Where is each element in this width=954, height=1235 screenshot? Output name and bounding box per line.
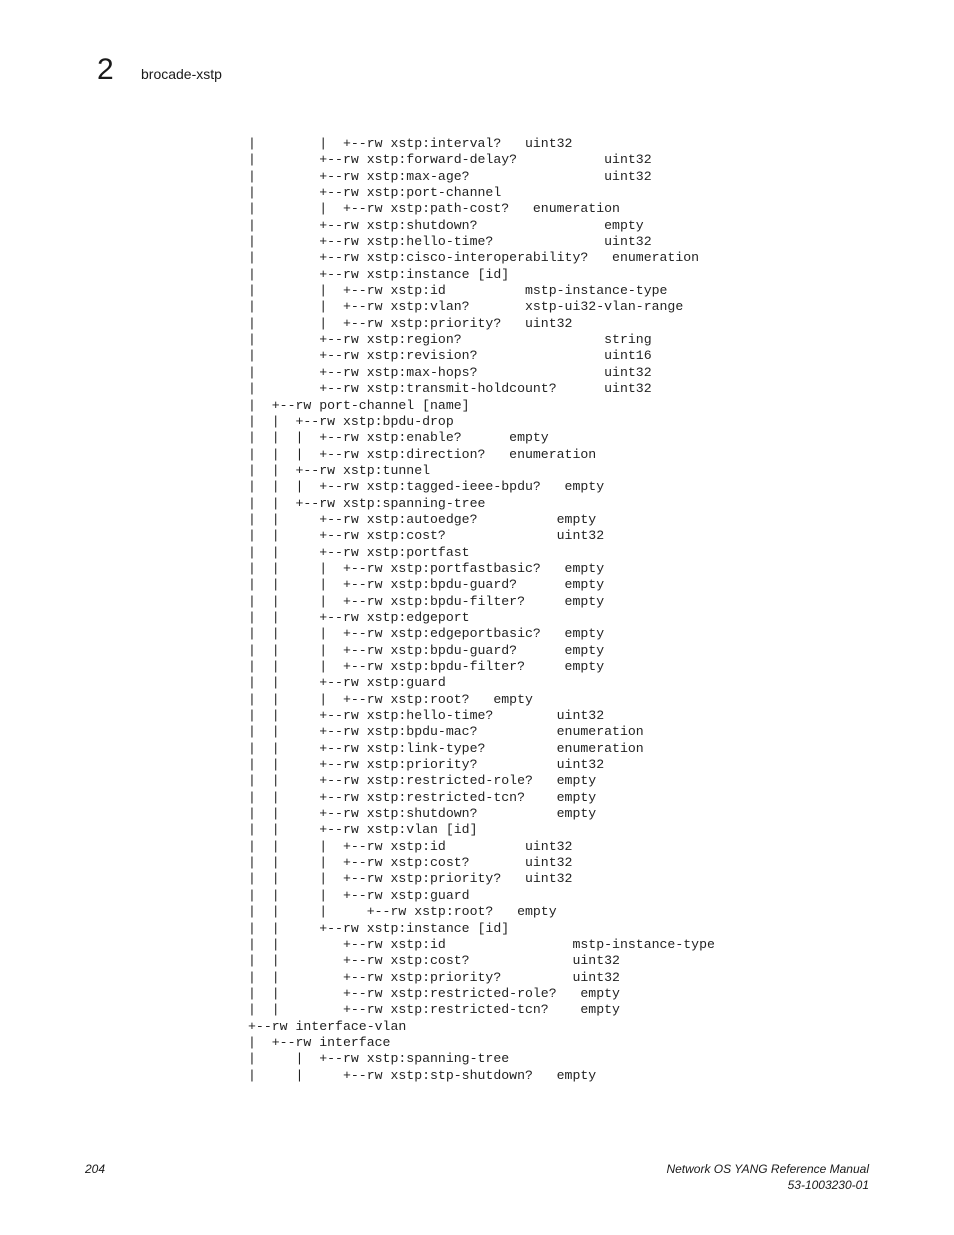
code-line: | | +--rw xstp:path-cost? enumeration	[248, 201, 620, 217]
code-line: | | | +--rw xstp:direction? enumeration	[248, 446, 597, 462]
code-line: | | | +--rw xstp:edgeportbasic? empty	[248, 626, 605, 642]
chapter-title: brocade-xstp	[141, 66, 222, 82]
code-line: | +--rw xstp:shutdown? empty	[248, 217, 644, 233]
code-line: | | +--rw xstp:instance [id]	[248, 920, 510, 936]
code-line: | | | +--rw xstp:bpdu-guard? empty	[248, 577, 605, 593]
code-line: | +--rw interface	[248, 1034, 391, 1050]
manual-title: Network OS YANG Reference Manual	[666, 1162, 869, 1176]
code-line: | | +--rw xstp:link-type? enumeration	[248, 740, 644, 756]
code-line: | +--rw xstp:region? string	[248, 332, 652, 348]
code-line: | | +--rw xstp:shutdown? empty	[248, 806, 597, 822]
code-line: | | | +--rw xstp:tagged-ieee-bpdu? empty	[248, 479, 605, 495]
code-line: | +--rw xstp:transmit-holdcount? uint32	[248, 381, 652, 397]
code-line: | | +--rw xstp:tunnel	[248, 462, 431, 478]
code-line: | | +--rw xstp:id mstp-instance-type	[248, 283, 668, 299]
code-line: | | | +--rw xstp:bpdu-guard? empty	[248, 642, 605, 658]
code-line: | | +--rw xstp:autoedge? empty	[248, 511, 597, 527]
code-line: | +--rw xstp:max-hops? uint32	[248, 364, 652, 380]
code-line: | | +--rw xstp:vlan [id]	[248, 822, 478, 838]
code-line: | | | +--rw xstp:root? empty	[248, 691, 533, 707]
code-line: | | +--rw xstp:bpdu-mac? enumeration	[248, 724, 644, 740]
code-line: | | +--rw xstp:priority? uint32	[248, 757, 605, 773]
code-line: | | +--rw xstp:edgeport	[248, 609, 470, 625]
code-line: | | +--rw xstp:hello-time? uint32	[248, 708, 605, 724]
code-line: | | | +--rw xstp:portfastbasic? empty	[248, 560, 605, 576]
code-line: | | +--rw xstp:cost? uint32	[248, 953, 620, 969]
code-line: | | +--rw xstp:vlan? xstp-ui32-vlan-range	[248, 299, 684, 315]
page-number: 204	[85, 1162, 106, 1176]
code-line: | | +--rw xstp:spanning-tree	[248, 1051, 510, 1067]
code-line: | | | +--rw xstp:enable? empty	[248, 430, 549, 446]
code-line: | | +--rw xstp:restricted-tcn? empty	[248, 1002, 620, 1018]
code-line: | +--rw xstp:max-age? uint32	[248, 168, 652, 184]
code-line: | | +--rw xstp:restricted-tcn? empty	[248, 789, 597, 805]
code-line: | +--rw xstp:port-channel	[248, 185, 502, 201]
code-line: | | | +--rw xstp:bpdu-filter? empty	[248, 593, 605, 609]
code-line: | | +--rw xstp:cost? uint32	[248, 528, 605, 544]
code-line: | | +--rw xstp:spanning-tree	[248, 495, 486, 511]
code-line: | | +--rw xstp:interval? uint32	[248, 136, 573, 151]
code-line: | | +--rw xstp:restricted-role? empty	[248, 985, 620, 1001]
code-line: | +--rw xstp:hello-time? uint32	[248, 234, 652, 250]
code-line: | +--rw xstp:forward-delay? uint32	[248, 152, 652, 168]
code-line: | +--rw xstp:cisco-interoperability? enumeration	[248, 250, 700, 266]
code-line: | | | +--rw xstp:cost? uint32	[248, 855, 573, 871]
code-line: | | | +--rw xstp:root? empty	[248, 904, 557, 920]
code-line: | | +--rw xstp:priority? uint32	[248, 315, 573, 331]
code-line: | | +--rw xstp:stp-shutdown? empty	[248, 1067, 597, 1083]
code-line: | | +--rw xstp:priority? uint32	[248, 969, 620, 985]
code-line: | +--rw xstp:revision? uint16	[248, 348, 652, 364]
footer-document-info	[666, 1161, 869, 1193]
yang-tree-code-block	[248, 136, 715, 1084]
code-line: | | +--rw xstp:bpdu-drop	[248, 413, 454, 429]
code-line: | | | +--rw xstp:guard	[248, 887, 470, 903]
document-number: 53-1003230-01	[787, 1178, 869, 1192]
code-line: | +--rw port-channel [name]	[248, 397, 470, 413]
code-line: | | +--rw xstp:portfast	[248, 544, 470, 560]
code-line: +--rw interface-vlan	[248, 1018, 407, 1034]
chapter-number: 2	[97, 53, 114, 86]
code-line: | | +--rw xstp:guard	[248, 675, 446, 691]
code-line: | | +--rw xstp:id mstp-instance-type	[248, 936, 715, 952]
code-line: | | | +--rw xstp:bpdu-filter? empty	[248, 659, 605, 674]
code-line: | | +--rw xstp:restricted-role? empty	[248, 773, 597, 789]
code-line: | | | +--rw xstp:priority? uint32	[248, 871, 573, 887]
code-line: | | | +--rw xstp:id uint32	[248, 838, 573, 854]
code-line: | +--rw xstp:instance [id]	[248, 266, 510, 282]
